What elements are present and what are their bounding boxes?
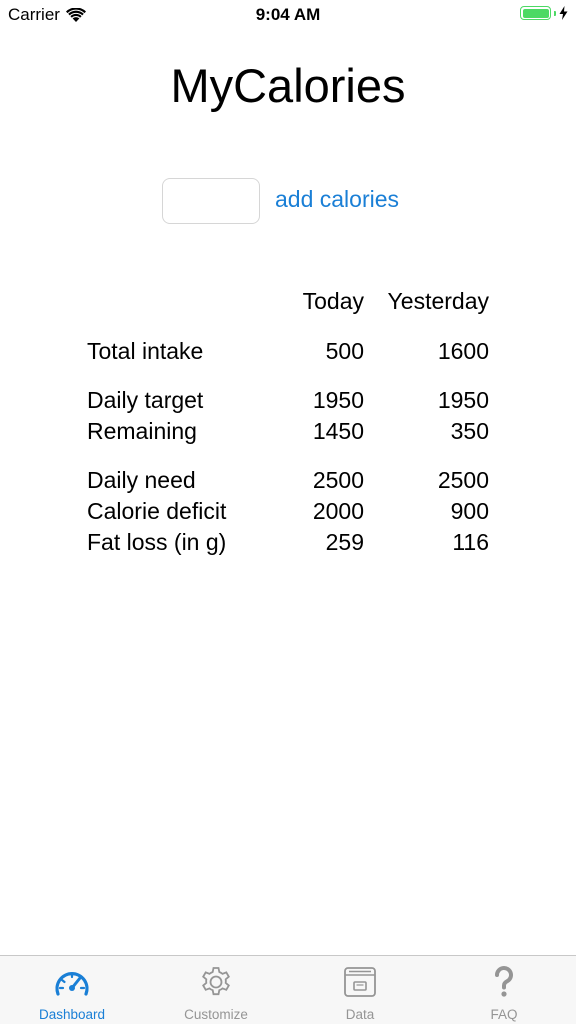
fat-loss-yesterday: 116 bbox=[452, 529, 489, 555]
daily-need-today: 2500 bbox=[312, 467, 364, 493]
folder-icon bbox=[342, 964, 378, 1000]
battery-indicator bbox=[520, 6, 568, 20]
column-header-today: Today bbox=[302, 288, 364, 314]
tab-data[interactable] bbox=[288, 956, 432, 1024]
row-label-fat-loss: Fat loss (in g) bbox=[87, 529, 227, 555]
tab-label-customize: Customize bbox=[184, 1007, 248, 1022]
carrier-label: Carrier bbox=[8, 5, 60, 24]
daily-target-today: 1950 bbox=[312, 387, 364, 413]
question-icon bbox=[489, 964, 519, 1000]
calories-input[interactable] bbox=[162, 178, 260, 224]
status-time: 9:04 AM bbox=[255, 5, 321, 24]
remaining-today: 1450 bbox=[312, 418, 364, 444]
tab-dashboard[interactable] bbox=[0, 956, 144, 1024]
daily-need-yesterday: 2500 bbox=[437, 467, 489, 493]
tab-label-dashboard: Dashboard bbox=[38, 1007, 106, 1022]
charging-bolt-icon bbox=[559, 6, 568, 20]
column-header-yesterday: Yesterday bbox=[387, 288, 489, 314]
battery-icon bbox=[520, 6, 551, 20]
calorie-deficit-yesterday: 900 bbox=[450, 498, 489, 524]
row-label-calorie-deficit: Calorie deficit bbox=[87, 498, 227, 524]
row-label-daily-need: Daily need bbox=[87, 467, 196, 493]
tab-bar bbox=[0, 955, 576, 1024]
tab-label-data: Data bbox=[345, 1007, 375, 1022]
row-label-daily-target: Daily target bbox=[87, 387, 204, 413]
status-bar bbox=[0, 0, 576, 30]
row-label-remaining: Remaining bbox=[87, 418, 197, 444]
tab-label-faq: FAQ bbox=[490, 1007, 518, 1022]
row-label-total-intake: Total intake bbox=[87, 338, 204, 364]
add-calories-button[interactable]: add calories bbox=[275, 186, 400, 212]
total-intake-today: 500 bbox=[325, 338, 364, 364]
tab-faq[interactable] bbox=[432, 956, 576, 1024]
gear-icon bbox=[198, 964, 234, 1000]
calorie-deficit-today: 2000 bbox=[312, 498, 364, 524]
fat-loss-today: 259 bbox=[325, 529, 364, 555]
remaining-yesterday: 350 bbox=[450, 418, 489, 444]
total-intake-yesterday: 1600 bbox=[437, 338, 489, 364]
daily-target-yesterday: 1950 bbox=[437, 387, 489, 413]
tab-customize[interactable] bbox=[144, 956, 288, 1024]
app-title: MyCalories bbox=[170, 59, 406, 112]
speedometer-icon bbox=[53, 964, 91, 1000]
